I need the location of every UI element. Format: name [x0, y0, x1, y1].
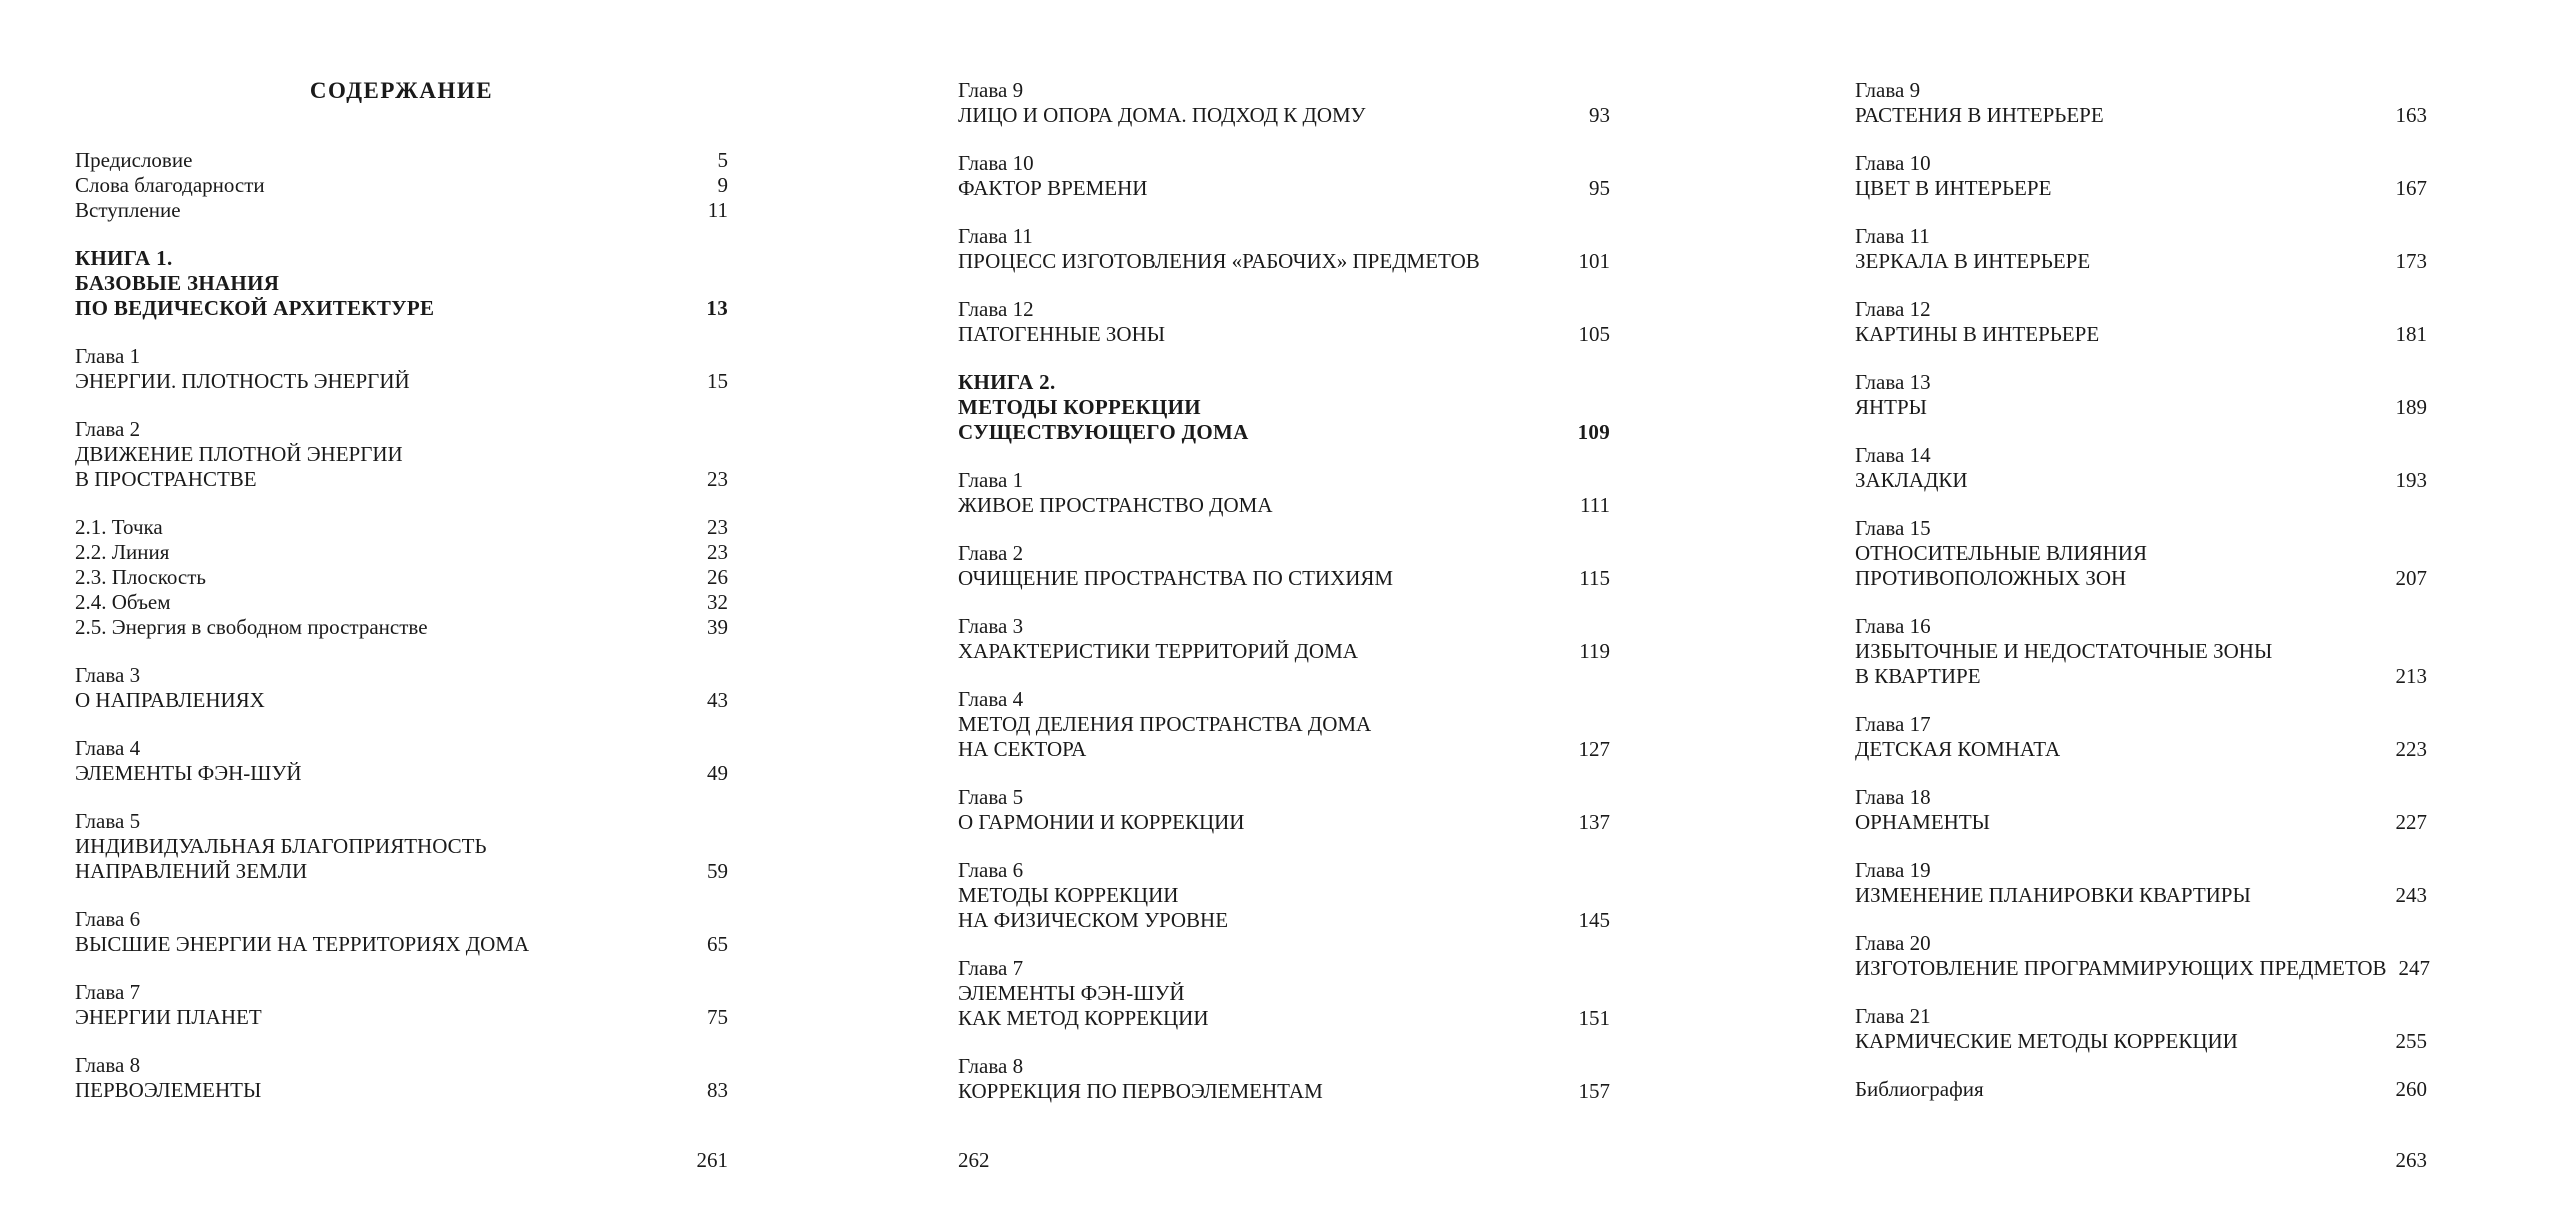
toc-entry — [958, 687, 1610, 762]
toc-row — [75, 1005, 728, 1030]
toc-entry-text: Вступление — [75, 198, 181, 222]
toc-entry-text: Глава 3 — [958, 614, 1024, 638]
toc-page-number: 26 — [707, 565, 728, 589]
toc-entry-text: Глава 10 — [1855, 151, 1931, 175]
toc-page-number: 213 — [2395, 664, 2427, 688]
toc-row — [1855, 737, 2427, 762]
toc-entry-text: Глава 8 — [958, 1054, 1024, 1078]
toc-row — [75, 980, 728, 1005]
toc-entry — [1855, 712, 2427, 762]
toc-entry — [1855, 1004, 2427, 1054]
toc-row — [1855, 639, 2427, 664]
toc-entry-text: ОЧИЩЕНИЕ ПРОСТРАНСТВА ПО СТИХИЯМ — [958, 566, 1394, 590]
toc-entry — [75, 344, 728, 394]
toc-row — [1855, 297, 2427, 322]
toc-page-number: 75 — [707, 1005, 728, 1029]
toc-row — [75, 615, 728, 640]
toc-entry-text: ЭЛЕМЕНТЫ ФЭН-ШУЙ — [75, 761, 302, 785]
toc-entry-text: Глава 12 — [1855, 297, 1931, 321]
toc-entry-text: Глава 13 — [1855, 370, 1931, 394]
toc-row — [75, 663, 728, 688]
toc-entry — [1855, 785, 2427, 835]
toc-page-number: 11 — [707, 198, 728, 222]
toc-row — [958, 103, 1610, 128]
toc-page-number: 115 — [1579, 566, 1610, 590]
toc-row — [958, 420, 1610, 445]
toc-row — [1855, 103, 2427, 128]
toc-page-number: 137 — [1578, 810, 1610, 834]
toc-page-number: 127 — [1578, 737, 1610, 761]
toc-entry-text: Глава 3 — [75, 663, 141, 687]
toc-row — [958, 908, 1610, 933]
toc-entry-text: ЭНЕРГИИ ПЛАНЕТ — [75, 1005, 262, 1029]
toc-entry-text: ДЕТСКАЯ КОМНАТА — [1855, 737, 2061, 761]
toc-entry-text: Глава 4 — [958, 687, 1024, 711]
toc-entry-text: Глава 15 — [1855, 516, 1931, 540]
toc-entry-text: РАСТЕНИЯ В ИНТЕРЬЕРЕ — [1855, 103, 2104, 127]
toc-entry-text: КОРРЕКЦИЯ ПО ПЕРВОЭЛЕМЕНТАМ — [958, 1079, 1323, 1103]
toc-row — [75, 344, 728, 369]
toc-entry-text: СУЩЕСТВУЮЩЕГО ДОМА — [958, 420, 1249, 444]
toc-page-number: 15 — [707, 369, 728, 393]
toc-entry — [1855, 151, 2427, 201]
toc-entry-text: ВЫСШИЕ ЭНЕРГИИ НА ТЕРРИТОРИЯХ ДОМА — [75, 932, 530, 956]
toc-row — [958, 541, 1610, 566]
toc-row — [958, 493, 1610, 518]
toc-page-number: 173 — [2395, 249, 2427, 273]
toc-entry — [1855, 443, 2427, 493]
toc-row — [958, 858, 1610, 883]
toc-entry — [958, 468, 1610, 518]
toc-row — [958, 785, 1610, 810]
toc-entry-text: 2.1. Точка — [75, 515, 163, 539]
toc-entry-text: НА СЕКТОРА — [958, 737, 1087, 761]
toc-page-number: 43 — [707, 688, 728, 712]
toc-page-number: 119 — [1579, 639, 1610, 663]
toc-entry-text: Глава 8 — [75, 1053, 141, 1077]
toc-entry — [1855, 297, 2427, 347]
toc-entry-text: Библиография — [1855, 1077, 1984, 1101]
toc-entry-text: ОТНОСИТЕЛЬНЫЕ ВЛИЯНИЯ — [1855, 541, 2147, 565]
toc-entry-text: Глава 9 — [1855, 78, 1921, 102]
toc-entry-text: ДВИЖЕНИЕ ПЛОТНОЙ ЭНЕРГИИ — [75, 442, 403, 466]
toc-entry-text: КНИГА 2. — [958, 370, 1056, 394]
toc-row — [958, 566, 1610, 591]
toc-entry — [1855, 614, 2427, 689]
toc-row — [75, 148, 728, 173]
toc-row — [958, 883, 1610, 908]
toc-entry-text: ЦВЕТ В ИНТЕРЬЕРЕ — [1855, 176, 2052, 200]
toc-entry-text: ЗЕРКАЛА В ИНТЕРЬЕРЕ — [1855, 249, 2091, 273]
toc-row — [1855, 468, 2427, 493]
toc-entry-text: ПРОЦЕСС ИЗГОТОВЛЕНИЯ «РАБОЧИХ» ПРЕДМЕТОВ — [958, 249, 1480, 273]
toc-entry-text: В ПРОСТРАНСТВЕ — [75, 467, 257, 491]
toc-entry-text: Предисловие — [75, 148, 193, 172]
toc-entry-text: Глава 6 — [958, 858, 1024, 882]
toc-row — [1855, 78, 2427, 103]
toc-row — [75, 907, 728, 932]
toc-entry-text: КНИГА 1. — [75, 246, 173, 270]
toc-row — [75, 515, 728, 540]
toc-entry-text: ЭНЕРГИИ. ПЛОТНОСТЬ ЭНЕРГИЙ — [75, 369, 410, 393]
toc-row — [958, 370, 1610, 395]
toc-row — [958, 224, 1610, 249]
toc-row — [1855, 224, 2427, 249]
toc-entry-text: 2.5. Энергия в свободном пространстве — [75, 615, 428, 639]
toc-entry — [75, 417, 728, 492]
toc-entry — [1855, 224, 2427, 274]
toc-entry-text: ЯНТРЫ — [1855, 395, 1927, 419]
toc-row — [958, 1006, 1610, 1031]
folio-262: 262 — [958, 1148, 990, 1172]
toc-row — [958, 981, 1610, 1006]
toc-entry — [958, 78, 1610, 128]
toc-page-number: 5 — [717, 148, 728, 172]
toc-entry — [1855, 370, 2427, 420]
toc-row — [75, 271, 728, 296]
toc-entry — [958, 224, 1610, 274]
toc-page-number: 59 — [707, 859, 728, 883]
toc-page-number: 32 — [707, 590, 728, 614]
toc-entry-text: Глава 7 — [958, 956, 1024, 980]
toc-page-number: 227 — [2395, 810, 2427, 834]
toc-row — [958, 614, 1610, 639]
toc-row — [958, 468, 1610, 493]
toc-row — [1855, 151, 2427, 176]
toc-page-number: 105 — [1578, 322, 1610, 346]
toc-page-number: 207 — [2395, 566, 2427, 590]
toc-entry — [958, 297, 1610, 347]
toc-row — [75, 442, 728, 467]
toc-row — [75, 1078, 728, 1103]
toc-entry-text: Глава 5 — [958, 785, 1024, 809]
toc-entry-text: 2.3. Плоскость — [75, 565, 206, 589]
toc-entry — [1855, 931, 2431, 981]
toc-entry-text: Глава 12 — [958, 297, 1034, 321]
toc-row — [1855, 614, 2427, 639]
toc-page-number: 151 — [1578, 1006, 1610, 1030]
toc-entry — [75, 148, 728, 223]
toc-entry-text: НАПРАВЛЕНИЙ ЗЕМЛИ — [75, 859, 308, 883]
toc-entry-text: КАРМИЧЕСКИЕ МЕТОДЫ КОРРЕКЦИИ — [1855, 1029, 2238, 1053]
toc-entry-text: Глава 10 — [958, 151, 1034, 175]
toc-entry — [75, 663, 728, 713]
toc-entry-text: ПО ВЕДИЧЕСКОЙ АРХИТЕКТУРЕ — [75, 296, 435, 320]
toc-page-number: 145 — [1578, 908, 1610, 932]
toc-entry-text: Глава 17 — [1855, 712, 1931, 736]
toc-row — [958, 395, 1610, 420]
toc-page-262-content — [958, 0, 1610, 1104]
toc-row — [75, 467, 728, 492]
toc-entries-right — [1855, 78, 2431, 1102]
toc-page-number: 167 — [2395, 176, 2427, 200]
toc-page-261 — [75, 0, 728, 1222]
toc-row — [1855, 541, 2427, 566]
toc-entry-text: ИНДИВИДУАЛЬНАЯ БЛАГОПРИЯТНОСТЬ — [75, 834, 487, 858]
toc-entries-middle — [958, 78, 1610, 1104]
toc-entry — [958, 541, 1610, 591]
toc-entry — [75, 809, 728, 884]
toc-row — [1855, 1077, 2427, 1102]
toc-row — [75, 173, 728, 198]
toc-entry-text: Глава 9 — [958, 78, 1024, 102]
toc-row — [75, 736, 728, 761]
toc-entry-text: КАК МЕТОД КОРРЕКЦИИ — [958, 1006, 1209, 1030]
toc-row — [1855, 516, 2427, 541]
toc-row — [958, 639, 1610, 664]
toc-entry-text: ИЗМЕНЕНИЕ ПЛАНИРОВКИ КВАРТИРЫ — [1855, 883, 2251, 907]
toc-entry — [958, 785, 1610, 835]
toc-entry-text: ИЗБЫТОЧНЫЕ И НЕДОСТАТОЧНЫЕ ЗОНЫ — [1855, 639, 2273, 663]
toc-row — [958, 297, 1610, 322]
toc-entry-text: Глава 1 — [958, 468, 1024, 492]
toc-entry-text: Глава 16 — [1855, 614, 1931, 638]
toc-entry-text: ОРНАМЕНТЫ — [1855, 810, 1990, 834]
toc-row — [1855, 858, 2427, 883]
toc-page-number: 181 — [2395, 322, 2427, 346]
toc-entry — [1855, 516, 2427, 591]
toc-entry — [75, 980, 728, 1030]
toc-entry — [958, 956, 1610, 1031]
toc-page-number: 243 — [2395, 883, 2427, 907]
toc-row — [958, 712, 1610, 737]
page-title: СОДЕРЖАНИЕ — [309, 78, 494, 103]
toc-entry — [75, 246, 728, 321]
toc-entry-text: ЗАКЛАДКИ — [1855, 468, 1968, 492]
toc-entry-text: Слова благодарности — [75, 173, 265, 197]
toc-row — [75, 1053, 728, 1078]
toc-page-number: 39 — [707, 615, 728, 639]
toc-entry — [75, 907, 728, 957]
toc-entry-text: ПРОТИВОПОЛОЖНЫХ ЗОН — [1855, 566, 2127, 590]
toc-row — [958, 810, 1610, 835]
toc-row — [958, 322, 1610, 347]
toc-page-number: 260 — [2395, 1077, 2427, 1101]
toc-page-number: 49 — [707, 761, 728, 785]
toc-entry — [1855, 858, 2427, 908]
toc-row — [1855, 785, 2427, 810]
toc-row — [75, 369, 728, 394]
toc-entry-text: Глава 1 — [75, 344, 141, 368]
toc-row — [75, 932, 728, 957]
toc-entry-text: О НАПРАВЛЕНИЯХ — [75, 688, 265, 712]
toc-entry — [75, 736, 728, 786]
toc-entry-text: Глава 20 — [1855, 931, 1931, 955]
toc-row — [75, 296, 728, 321]
toc-entry-text: ЛИЦО И ОПОРА ДОМА. ПОДХОД К ДОМУ — [958, 103, 1366, 127]
toc-page-number: 23 — [707, 540, 728, 564]
toc-page-261-content — [75, 0, 728, 1103]
toc-row — [958, 956, 1610, 981]
toc-entry — [958, 858, 1610, 933]
toc-entry — [1855, 1077, 2427, 1102]
toc-entry — [958, 614, 1610, 664]
toc-entry-text: ФАКТОР ВРЕМЕНИ — [958, 176, 1148, 200]
toc-page-number: 101 — [1578, 249, 1610, 273]
toc-row — [1855, 443, 2427, 468]
toc-entry-text: НА ФИЗИЧЕСКОМ УРОВНЕ — [958, 908, 1229, 932]
toc-row — [75, 565, 728, 590]
toc-page-number: 93 — [1589, 103, 1610, 127]
toc-page-number: 23 — [707, 467, 728, 491]
toc-entry-text: Глава 2 — [958, 541, 1024, 565]
toc-entry-text: МЕТОД ДЕЛЕНИЯ ПРОСТРАНСТВА ДОМА — [958, 712, 1372, 736]
toc-row — [75, 246, 728, 271]
toc-entry-text: Глава 4 — [75, 736, 141, 760]
toc-page-number: 189 — [2395, 395, 2427, 419]
toc-entry-text: Глава 6 — [75, 907, 141, 931]
toc-row — [958, 78, 1610, 103]
toc-row — [958, 249, 1610, 274]
toc-row — [1855, 322, 2427, 347]
toc-entry-text: Глава 18 — [1855, 785, 1931, 809]
toc-page-263 — [1855, 0, 2431, 1222]
toc-entry-text: 2.2. Линия — [75, 540, 170, 564]
toc-entry-text: Глава 7 — [75, 980, 141, 1004]
toc-entry — [958, 370, 1610, 445]
toc-row — [1855, 883, 2427, 908]
toc-entry-text: БАЗОВЫЕ ЗНАНИЯ — [75, 271, 280, 295]
toc-row — [75, 859, 728, 884]
toc-entry-text: Глава 11 — [958, 224, 1033, 248]
toc-entry-text: ПЕРВОЭЛЕМЕНТЫ — [75, 1078, 262, 1102]
toc-page-number: 13 — [706, 296, 728, 320]
toc-entry — [75, 1053, 728, 1103]
toc-row — [958, 151, 1610, 176]
toc-row — [1855, 370, 2427, 395]
toc-row — [1855, 956, 2431, 981]
toc-page-number: 23 — [707, 515, 728, 539]
toc-entry — [958, 151, 1610, 201]
toc-page-number: 193 — [2395, 468, 2427, 492]
toc-page-number: 83 — [707, 1078, 728, 1102]
toc-entry-text: ИЗГОТОВЛЕНИЕ ПРОГРАММИРУЮЩИХ ПРЕДМЕТОВ — [1855, 956, 2387, 980]
toc-entry-text: О ГАРМОНИИ И КОРРЕКЦИИ — [958, 810, 1245, 834]
toc-row — [75, 834, 728, 859]
toc-page-number: 109 — [1577, 420, 1610, 444]
toc-page-263-content — [1855, 0, 2431, 1102]
toc-page-number: 65 — [707, 932, 728, 956]
toc-page-number: 111 — [1580, 493, 1610, 517]
toc-entry-text: Глава 21 — [1855, 1004, 1931, 1028]
toc-row — [1855, 395, 2427, 420]
toc-row — [1855, 1029, 2427, 1054]
toc-row — [1855, 1004, 2427, 1029]
folio-261: 261 — [696, 1148, 728, 1172]
toc-page-262 — [958, 0, 1610, 1222]
toc-row — [958, 176, 1610, 201]
toc-entry — [75, 515, 728, 640]
toc-row — [958, 687, 1610, 712]
toc-row — [75, 688, 728, 713]
toc-page-number: 247 — [2398, 956, 2431, 980]
toc-entry-text: ЭЛЕМЕНТЫ ФЭН-ШУЙ — [958, 981, 1185, 1005]
toc-entry-text: ПАТОГЕННЫЕ ЗОНЫ — [958, 322, 1166, 346]
toc-row — [75, 540, 728, 565]
folio-263: 263 — [2395, 1148, 2427, 1172]
toc-page-number: 95 — [1589, 176, 1610, 200]
toc-page-number: 157 — [1578, 1079, 1610, 1103]
toc-entry-text: Глава 19 — [1855, 858, 1931, 882]
toc-entry-text: 2.4. Объем — [75, 590, 171, 614]
toc-row — [1855, 712, 2427, 737]
toc-page-number: 163 — [2395, 103, 2427, 127]
toc-row — [75, 761, 728, 786]
toc-row — [1855, 566, 2427, 591]
toc-entry-text: Глава 2 — [75, 417, 141, 441]
toc-entries-left — [75, 148, 728, 1103]
toc-entry — [958, 1054, 1610, 1104]
toc-row — [1855, 810, 2427, 835]
toc-row — [958, 1054, 1610, 1079]
toc-entry-text: КАРТИНЫ В ИНТЕРЬЕРЕ — [1855, 322, 2100, 346]
toc-entry-text: ЖИВОЕ ПРОСТРАНСТВО ДОМА — [958, 493, 1273, 517]
toc-row — [958, 1079, 1610, 1104]
toc-row — [1855, 664, 2427, 689]
toc-row — [75, 198, 728, 223]
toc-page-number: 255 — [2395, 1029, 2427, 1053]
toc-entry-text: В КВАРТИРЕ — [1855, 664, 1981, 688]
toc-entry — [1855, 78, 2427, 128]
toc-row — [1855, 176, 2427, 201]
toc-entry-text: МЕТОДЫ КОРРЕКЦИИ — [958, 395, 1201, 419]
toc-page-number: 9 — [717, 173, 728, 197]
toc-row — [75, 809, 728, 834]
toc-entry-text: МЕТОДЫ КОРРЕКЦИИ — [958, 883, 1179, 907]
toc-row — [1855, 931, 2427, 956]
toc-page-number: 223 — [2395, 737, 2427, 761]
toc-row — [75, 590, 728, 615]
toc-row — [958, 737, 1610, 762]
toc-entry-text: Глава 5 — [75, 809, 141, 833]
toc-entry-text: ХАРАКТЕРИСТИКИ ТЕРРИТОРИЙ ДОМА — [958, 639, 1358, 663]
toc-row — [75, 417, 728, 442]
toc-row — [1855, 249, 2427, 274]
toc-entry-text: Глава 11 — [1855, 224, 1930, 248]
toc-entry-text: Глава 14 — [1855, 443, 1931, 467]
